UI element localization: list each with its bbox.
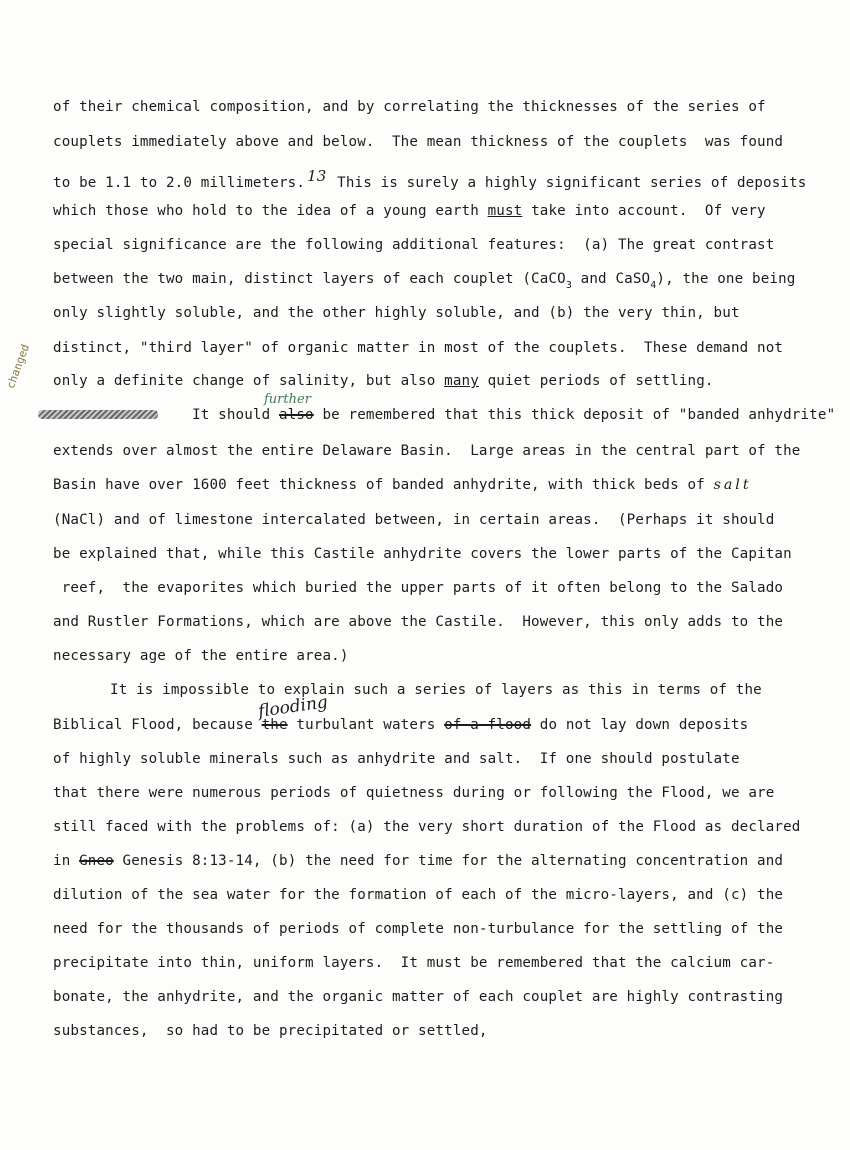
text-line-24: dilution of the sea water for the formation of each of the micro-layers, and (c) the xyxy=(53,887,784,903)
handwritten-further: further xyxy=(264,392,311,407)
footnote-marker: 13 xyxy=(307,167,327,185)
handwritten-flooding: flooding xyxy=(256,692,330,722)
text-line-26: precipitate into thin, uniform layers. It must be remembered that the calcium car- xyxy=(53,955,775,971)
text-line-13: (NaCl) and of limestone intercalated between, in certain areas. (Perhaps it should xyxy=(53,512,775,528)
text-line-21: that there were numerous periods of quietness during or following the Flood, we are xyxy=(53,785,775,801)
text-line-18: It is impossible to explain such a series of layers as this in terms of the xyxy=(110,682,762,698)
text-line-9: only a definite change of salinity, but also many quiet periods of settling. xyxy=(53,373,714,389)
text-line-28: substances, so had to be precipitated or settled, xyxy=(53,1023,488,1039)
text-line-3: to be 1.1 to 2.0 millimeters. 13 This is surely a highly significant series of deposits xyxy=(53,167,807,191)
text-line-12: Basin have over 1600 feet thickness of banded anhydrite, with thick beds of salt xyxy=(53,477,752,493)
text-line-7: only slightly soluble, and the other highly soluble, and (b) the very thin, but xyxy=(53,305,740,321)
text-line-1: of their chemical composition, and by correlating the thicknesses of the series of xyxy=(53,99,766,115)
text-line-11: extends over almost the entire Delaware Basin. Large areas in the central part of the xyxy=(53,443,801,459)
text-line-20: of highly soluble minerals such as anhydrite and salt. If one should postulate xyxy=(53,751,740,767)
text-line-8: distinct, "third layer" of organic matter in most of the couplets. These demand not xyxy=(53,340,784,356)
text-line-22: still faced with the problems of: (a) the very short duration of the Flood as declared xyxy=(53,819,801,835)
text-line-27: bonate, the anhydrite, and the organic matter of each couplet are highly contrasting xyxy=(53,989,784,1005)
margin-note: changed xyxy=(4,342,33,391)
text-line-4: which those who hold to the idea of a young earth must take into account. Of very xyxy=(53,203,766,219)
text-line-19: Biblical Flood, because the turbulant waters of a flood do not lay down deposits xyxy=(53,717,749,733)
text-line-5: special significance are the following additional features: (a) The great contrast xyxy=(53,237,775,253)
text-line-2: couplets immediately above and below. The mean thickness of the couplets was found xyxy=(53,134,784,150)
text-line-15: reef, the evaporites which buried the upper parts of it often belong to the Salado xyxy=(53,580,784,596)
text-line-17: necessary age of the entire area.) xyxy=(53,648,349,664)
text-line-10: It should also be remembered that this thick deposit of "banded anhydrite" xyxy=(53,407,836,423)
text-line-23: in Gneo Genesis 8:13-14, (b) the need for time for the alternating concentration and xyxy=(53,853,784,869)
text-line-16: and Rustler Formations, which are above the Castile. However, this only adds to the xyxy=(53,614,784,630)
text-line-14: be explained that, while this Castile anhydrite covers the lower parts of the Capitan xyxy=(53,546,792,562)
text-line-6: between the two main, distinct layers of each couplet (CaCO$_3$ and CaSO$_4$), the one being xyxy=(53,271,796,291)
text-line-25: need for the thousands of periods of complete non-turbulance for the settling of the xyxy=(53,921,784,937)
